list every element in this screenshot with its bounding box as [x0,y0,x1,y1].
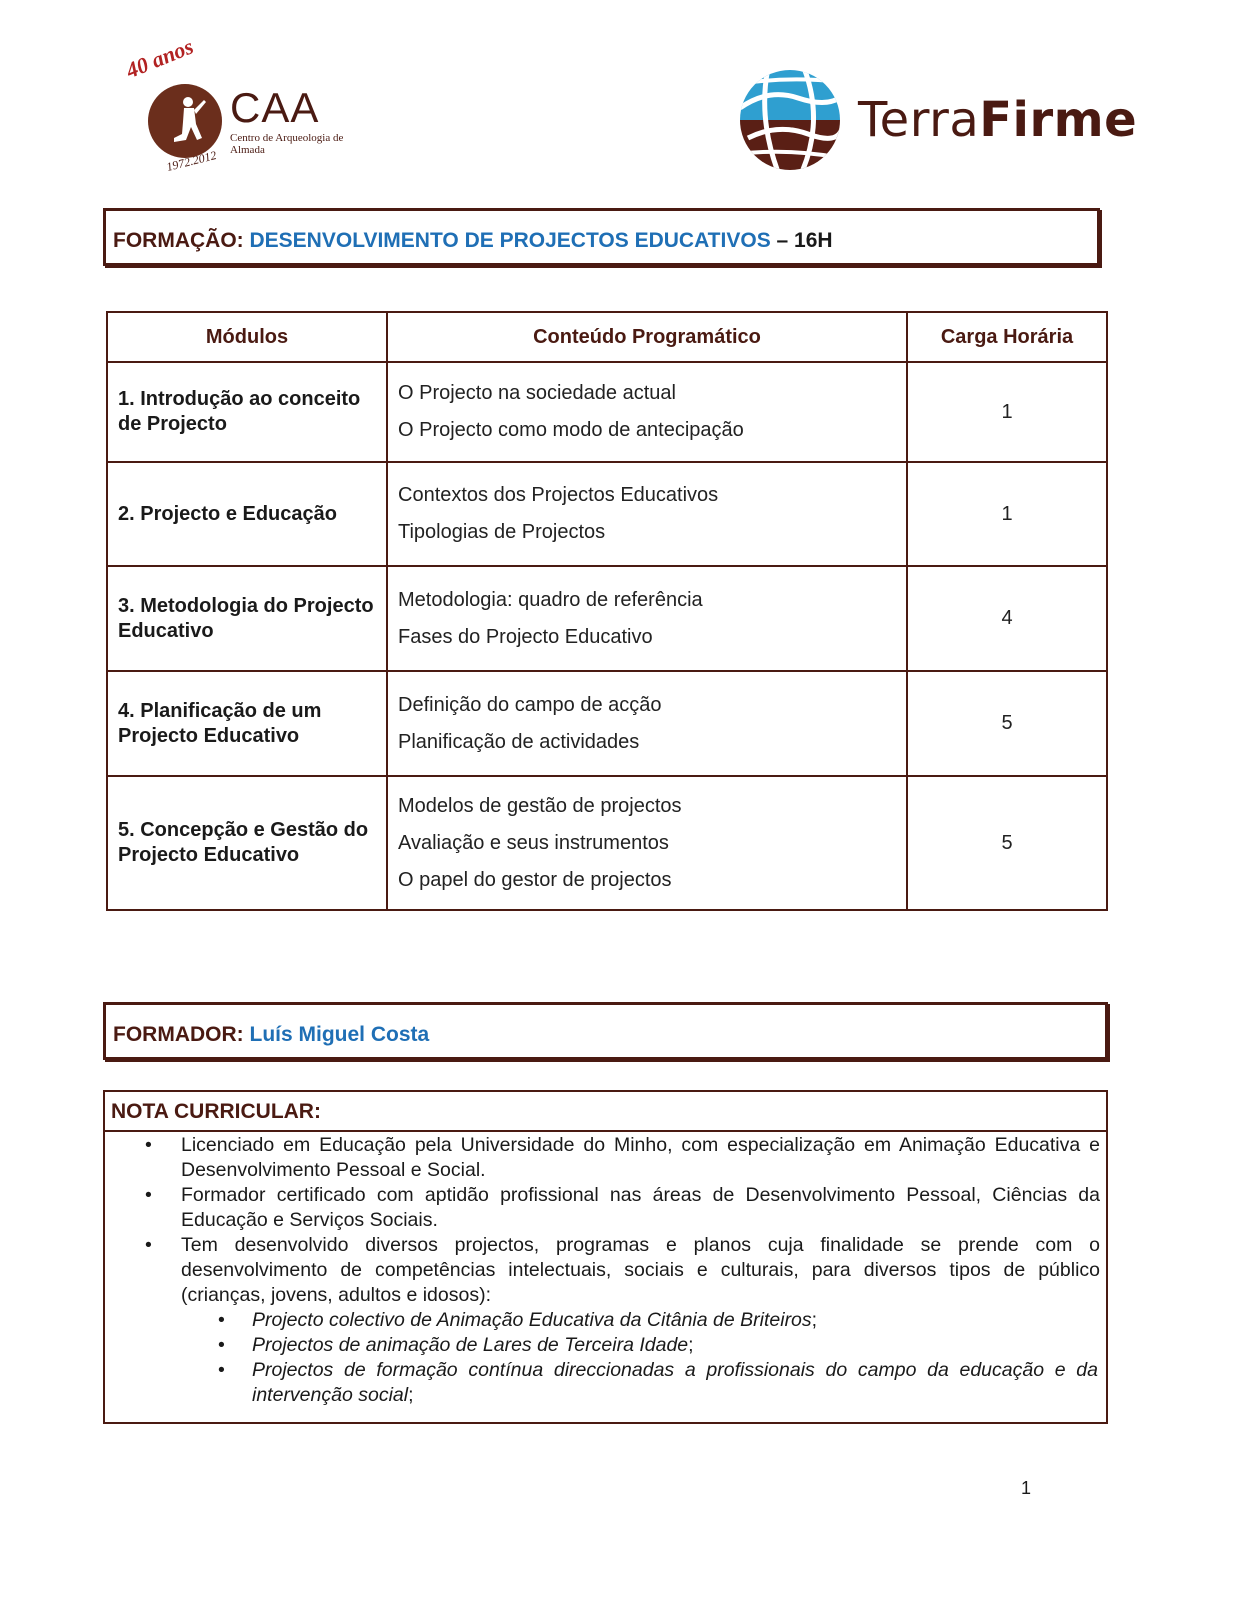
caa-emblem [148,84,222,158]
list-item-text: Licenciado em Educação pela Universidade do Minho, com especialização em Animação Educativa e Desenvolvimento Pessoal e Social. [181,1134,1100,1181]
caa-title: CAA [230,84,320,131]
archaeologist-figure-icon [164,94,206,148]
terrafirme-word-bold: Firme [979,92,1138,148]
header-conteudo: Conteúdo Programático [387,312,907,362]
sub-list-item-text: Projectos de animação de Lares de Terceira Idade [252,1334,689,1356]
content-item: O Projecto na sociedade actual [398,382,676,404]
formacao-heading [113,229,833,253]
list-item [105,1183,1106,1233]
sub-list-item-text: Projecto colectivo de Animação Educativa da Citânia de Briteiros [252,1309,812,1331]
formador-heading [113,1023,429,1047]
module-contents [387,566,907,671]
header-modulos: Módulos [107,312,387,362]
nota-curricular-title: NOTA CURRICULAR: [105,1092,1106,1132]
formacao-title: DESENVOLVIMENTO DE PROJECTOS EDUCATIVOS [249,229,771,252]
module-contents [387,462,907,566]
table-row [107,671,1107,776]
content-item: Metodologia: quadro de referência [398,588,703,611]
sub-list-item [105,1358,1106,1408]
modules-table [106,311,1108,911]
content-item: Planificação de actividades [398,730,640,753]
formacao-label: FORMAÇÃO: [113,229,244,252]
content-item: Avaliação e seus instrumentos [398,831,669,854]
list-item [105,1133,1106,1183]
bullet-icon: • [145,1184,152,1206]
module-contents [387,776,907,910]
sub-list-item [105,1308,1106,1333]
table-row [107,566,1107,671]
formador-label: FORMADOR: [113,1023,244,1046]
sub-list-item-end: ; [811,1309,818,1331]
content-item: O Projecto como modo de antecipação [398,419,744,441]
nota-curricular-box [103,1090,1108,1424]
formador-box [103,1002,1108,1060]
globe-icon [738,68,842,172]
module-hours: 5 [907,671,1107,776]
caa-subtitle: Centro de Arqueologia de Almada [230,132,344,156]
content-item: Fases do Projecto Educativo [398,625,653,648]
caa-anniversary-text: 40 anos [122,33,197,84]
table-row [107,776,1107,910]
list-item-text: Formador certificado com aptidão profissional nas áreas de Desenvolvimento Pessoal, Ciências da Educação e Serviços Sociais. [181,1184,1100,1231]
header-carga: Carga Horária [907,312,1107,362]
module-name: 3. Metodologia do Projecto Educativo [107,566,387,671]
bullet-icon: • [218,1309,225,1331]
table-row [107,362,1107,462]
content-item: Tipologias de Projectos [398,521,606,543]
bullet-icon: • [218,1359,225,1381]
module-contents [387,362,907,462]
module-hours: 5 [907,776,1107,910]
formacao-box [103,208,1100,266]
module-name: 2. Projecto e Educação [107,462,387,566]
content-item: O papel do gestor de projectos [398,868,672,891]
module-hours: 4 [907,566,1107,671]
module-name: 5. Concepção e Gestão do Projecto Educativo [107,776,387,910]
content-item: Contextos dos Projectos Educativos [398,484,719,506]
curriculum-list [105,1132,1106,1308]
module-contents [387,671,907,776]
module-name: 1. Introdução ao conceito de Projecto [107,362,387,462]
sub-list-item [105,1333,1106,1358]
project-sublist [105,1308,1106,1408]
bullet-icon: • [145,1134,152,1156]
table-row [107,462,1107,566]
formador-name: Luís Miguel Costa [249,1023,430,1046]
sub-list-item-end: ; [408,1384,414,1406]
module-hours: 1 [907,462,1107,566]
content-item: Modelos de gestão de projectos [398,794,682,817]
list-item [105,1233,1106,1308]
terrafirme-logo [738,66,1138,170]
sub-list-item-text: Projectos de formação contínua direccionadas a profissionais do campo da educação e da intervenção social [252,1359,1098,1406]
page-number: 1 [1021,1478,1032,1498]
content-item: Definição do campo de acção [398,693,662,716]
list-item-text: Tem desenvolvido diversos projectos, programas e planos cuja finalidade se prende com o desenvolvimento de competências intelectuais, sociais e culturais, para diversos tipos de público (crianças, jovens, adultos e idosos): [181,1234,1100,1306]
module-name: 4. Planificação de um Projecto Educativo [107,671,387,776]
terrafirme-wordmark [858,92,1137,148]
bullet-icon: • [145,1234,152,1256]
formacao-duration: – 16H [776,229,833,252]
caa-logo [122,33,378,174]
terrafirme-word-light: Terra [858,92,980,148]
sub-list-item-end: ; [688,1334,694,1356]
bullet-icon: • [218,1334,225,1356]
caa-years: 1972.2012 [164,148,218,174]
table-header-row [107,312,1107,362]
module-hours: 1 [907,362,1107,462]
